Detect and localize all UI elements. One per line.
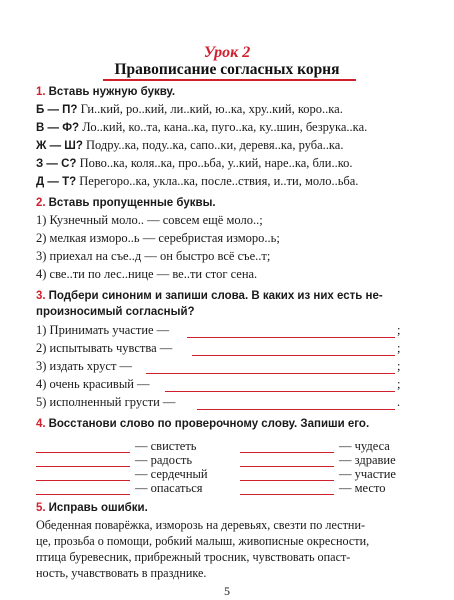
task1-row xyxy=(36,156,353,171)
answer-line[interactable] xyxy=(240,466,334,467)
task5-text-line: птица буревесник, прибрежный тросник, чувствовать опаст- xyxy=(36,550,351,564)
answer-line[interactable] xyxy=(146,373,395,374)
answer-line[interactable] xyxy=(197,409,395,410)
task1-row xyxy=(36,174,358,189)
check-word: — здравие xyxy=(339,453,396,467)
task5-text-line: Обеденная поварёжка, изморозь на деревьях, свезти по лестни- xyxy=(36,518,366,532)
task3-prompt: 3) издать хруст — xyxy=(36,359,133,373)
task3-title-line1: Подбери синоним и запиши слова. В каких из них есть не- xyxy=(48,290,383,302)
task2-row: 4) све..ти по лес..нице — ве..ти стог сена. xyxy=(36,267,258,281)
semicolon: ; xyxy=(397,377,401,391)
check-word: — участие xyxy=(339,467,396,481)
words: Пово..ка, коля..ка, про..ьба, у..кий, наре..ка, бли..ко. xyxy=(76,156,353,170)
task1-heading xyxy=(36,86,175,98)
letter-pair: Б — П? xyxy=(36,104,78,116)
task3-prompt: 5) исполненный грусти — xyxy=(36,395,176,409)
task2-row: 3) приехал на съе..д — он быстро всё съе..т; xyxy=(36,249,271,263)
task3-number: 3. xyxy=(36,290,46,302)
task3-prompt: 2) испытывать чувства — xyxy=(36,341,173,355)
task5-number: 5. xyxy=(36,502,46,514)
task2-number: 2. xyxy=(36,197,46,209)
task3-prompt: 1) Принимать участие — xyxy=(36,323,170,337)
letter-pair: Ж — Ш? xyxy=(36,140,83,152)
task1-row xyxy=(36,102,343,117)
task1-row xyxy=(36,138,343,153)
lesson-title: Правописание согласных корня xyxy=(114,61,340,78)
words: Перегоро..ка, укла..ка, после..ствия, и..ти, моло..ьба. xyxy=(76,174,359,188)
title-underline xyxy=(103,79,356,81)
task2-row: 2) мелкая изморо..ь — серебристая изморо..ь; xyxy=(36,231,280,245)
letter-pair: Д — Т? xyxy=(36,176,77,188)
answer-line[interactable] xyxy=(36,494,130,495)
answer-line[interactable] xyxy=(36,452,130,453)
answer-line[interactable] xyxy=(240,480,334,481)
task3-heading-cont: произносимый согласный? xyxy=(36,306,195,318)
answer-line[interactable] xyxy=(36,466,130,467)
task5-heading xyxy=(36,502,148,514)
task4-heading xyxy=(36,418,369,430)
page-number: 5 xyxy=(224,584,230,598)
letter-pair: З — С? xyxy=(36,158,77,170)
task1-title: Вставь нужную букву. xyxy=(48,86,176,98)
check-word: — чудеса xyxy=(339,439,390,453)
period: . xyxy=(397,395,401,409)
words: Ло..кий, ко..та, кана..ка, пуго..ка, ку..шин, безрука..ка. xyxy=(79,120,368,134)
check-word: — сердечный xyxy=(135,467,208,481)
answer-line[interactable] xyxy=(36,480,130,481)
task4-title: Восстанови слово по проверочному слову. Запиши его. xyxy=(48,418,370,430)
task3-heading xyxy=(36,290,383,302)
task4-number: 4. xyxy=(36,418,46,430)
lesson-number: Урок 2 xyxy=(203,44,251,61)
task2-row: 1) Кузнечный моло.. — совсем ещё моло..; xyxy=(36,213,263,227)
check-word: — место xyxy=(339,481,386,495)
answer-line[interactable] xyxy=(187,337,395,338)
semicolon: ; xyxy=(397,341,401,355)
task2-title: Вставь пропущенные буквы. xyxy=(48,197,216,209)
answer-line[interactable] xyxy=(240,452,334,453)
semicolon: ; xyxy=(397,323,401,337)
task5-title: Исправь ошибки. xyxy=(48,502,148,514)
task5-text-line: це, прозьба о помощи, робкий малыш, живописные окресности, xyxy=(36,534,370,548)
check-word: — радость xyxy=(135,453,193,467)
task5-text-line: ность, учавствовать в празднике. xyxy=(36,566,207,580)
task2-heading xyxy=(36,197,216,209)
letter-pair: В — Ф? xyxy=(36,122,80,134)
check-word: — свистеть xyxy=(135,439,197,453)
semicolon: ; xyxy=(397,359,401,373)
words: Подру..ка, поду..ка, сапо..ки, деревя..ка, руба..ка. xyxy=(82,138,344,152)
words: Ги..кий, ро..кий, ли..кий, ю..ка, хру..кий, коро..ка. xyxy=(77,102,343,116)
answer-line[interactable] xyxy=(192,355,395,356)
answer-line[interactable] xyxy=(165,391,395,392)
answer-line[interactable] xyxy=(240,494,334,495)
task1-number: 1. xyxy=(36,86,46,98)
task3-prompt: 4) очень красивый — xyxy=(36,377,150,391)
check-word: — опасаться xyxy=(135,481,203,495)
task1-row xyxy=(36,120,367,135)
